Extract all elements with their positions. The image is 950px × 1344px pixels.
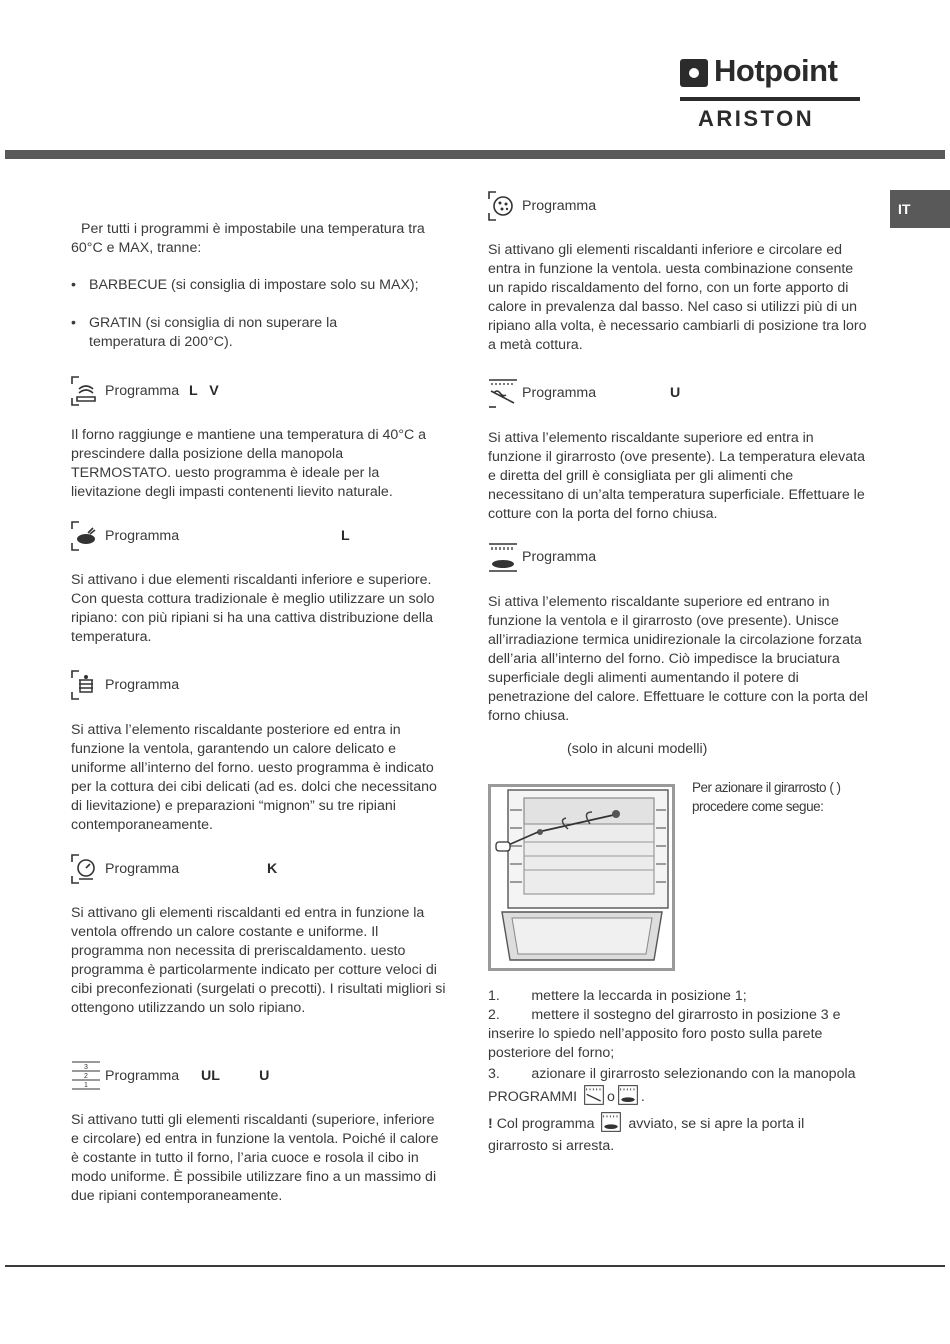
program-description: Si attivano gli elementi riscaldanti inferiore e circolare ed entra in funzione la ventola. uesta combinazione consente un rapido riscaldamento del forno, con un forte apporto di calore in prevalenza dal basso. Nel caso si utilizzi più di un ripiano alla volta, è necessario cambiarli di posizione tra loro a metà cottura. [488,242,867,353]
program-code: L [341,528,350,544]
brand-name: Hotpoint [714,53,838,88]
traditional-oven-icon [71,521,101,551]
leavening-icon [71,376,101,406]
step-end: . [640,1089,645,1105]
shelf-number: 3 [84,1064,88,1071]
step-item: 2. mettere il sostegno del girarrosto in posizione 3 e inserire lo spiedo nell’apposito foro posto sulla parete posteriore del forno; [488,1007,845,1061]
program-label: Programma [522,198,597,214]
pizza-icon [488,191,518,221]
program-description: Si attiva l’elemento riscaldante superiore ed entra in funzione il girarrosto (ove presente). La temperatura elevata e diretta del grill è consigliata per gli alimenti che necessitano di un’alta temperatura superficiale. Effettuare le cotture con la porta del forno chiusa. [488,430,865,522]
shelf-number: 1 [84,1082,88,1089]
program-code: UL U [201,1068,270,1084]
program-label: Programma [105,383,180,399]
program-code: K [267,861,278,877]
oven-rotisserie-image [488,784,675,971]
bullet-text: GRATIN (si consiglia di non superare la temperatura di 200°C). [89,315,338,350]
brand-logo [680,53,860,96]
program-label: Programma [105,677,180,693]
fast-cooking-icon [71,854,101,884]
program-description: Si attivano i due elementi riscaldanti inferiore e superiore. Con questa cottura tradizionale è meglio utilizzare un solo ripiano: con più ripiani si ha una cattiva distribuzione della temperatura. [71,572,435,645]
program-description: Il forno raggiunge e mantiene una temperatura di 40°C a prescindere dalla posizione della manopola TERMOSTATO. uesto programma è ideale per la lievitazione degli impasti contenenti lievito naturale. [71,427,427,500]
language-tab: IT [890,190,950,228]
warning-note [488,1112,868,1157]
brand-subname: ARISTON [698,106,815,131]
program-label: Programma [522,385,597,401]
step-text: 3. azionare il girarrosto selezionando con la manopola PROGRAMMI [488,1066,860,1105]
program-code: U [670,385,681,401]
barbecue-icon [584,1085,604,1105]
footer-divider [5,1265,945,1267]
program-label: Programma [105,528,180,544]
rotisserie-instruction: Per azionare il girarrosto ( ) procedere come segue: [692,780,841,814]
warning-text: avviato, se si apre la porta il girarrosto si arresta. [488,1116,805,1154]
bullet-dot: • [71,315,76,331]
warning-text: Col programma [496,1116,595,1132]
step-or: o [607,1089,615,1105]
program-label: Programma [105,1068,180,1084]
gratin-icon [488,542,518,572]
bullet-dot: • [71,277,76,293]
shelf-number: 2 [84,1073,88,1080]
barbecue-icon [488,378,518,408]
step-item: 1. mettere la leccarda in posizione 1; [488,988,747,1004]
header-bar [5,150,945,159]
program-description: Si attivano gli elementi riscaldanti ed entra in funzione la ventola offrendo un calore costante e uniforme. Il programma non necessita di preriscaldamento. uesto programma è particolarmente indicato per cotture veloci di cibi preconfezionati (surgelati o precotti). I risultati migliori si ottengono utilizzando un solo ripiano. [71,905,446,1016]
bullet-text: BARBECUE (si consiglia di impostare solo su MAX); [89,277,419,293]
logo-mark-icon [680,59,708,87]
intro-text: Per tutti i programmi è impostabile una temperatura tra 60°C e MAX, tranne: [71,221,425,256]
program-label: Programma [105,861,180,877]
program-description: Si attiva l’elemento riscaldante superiore ed entrano in funzione la ventola e il girarrosto (ove presente). Unisce all’irradiazione termica unidirezionale la circolazione forzata dell’aria all’interno del forno. Ciò impedisce la bruciatura superficiale degli alimenti aumentando il potere di penetrazione del calore. Effettuare le cotture con la porta del forno chiusa. [488,594,868,724]
program-code: L V [189,383,219,399]
gratin-icon [601,1112,621,1132]
program-description: Si attiva l’elemento riscaldante posteriore ed entra in funzione la ventola, garantendo un calore delicato e uniforme all’interno del forno. uesto programma è indicato per la cottura dei cibi delicati (ad es. dolci che necessitano di lievitazione) e preparazioni “mignon” su tre ripiani contemporaneamente. [71,722,437,833]
warning-mark: ! [488,1116,493,1132]
gratin-icon [618,1085,638,1105]
models-note: (solo in alcuni modelli) [567,741,708,757]
program-label: Programma [522,549,597,565]
pastry-icon [71,670,101,700]
logo-divider [680,97,860,101]
program-description: Si attivano tutti gli elementi riscaldanti (superiore, inferiore e circolare) ed entra in funzione la ventola. Poiché il calore è costante in tutto il forno, l’aria cuoce e rosola il cibo in modo uniforme. È possibile utilizzare fino a un massimo di due ripiani contemporaneamente. [71,1112,439,1204]
multilevel-icon [71,1061,101,1091]
step-item [488,1063,868,1108]
